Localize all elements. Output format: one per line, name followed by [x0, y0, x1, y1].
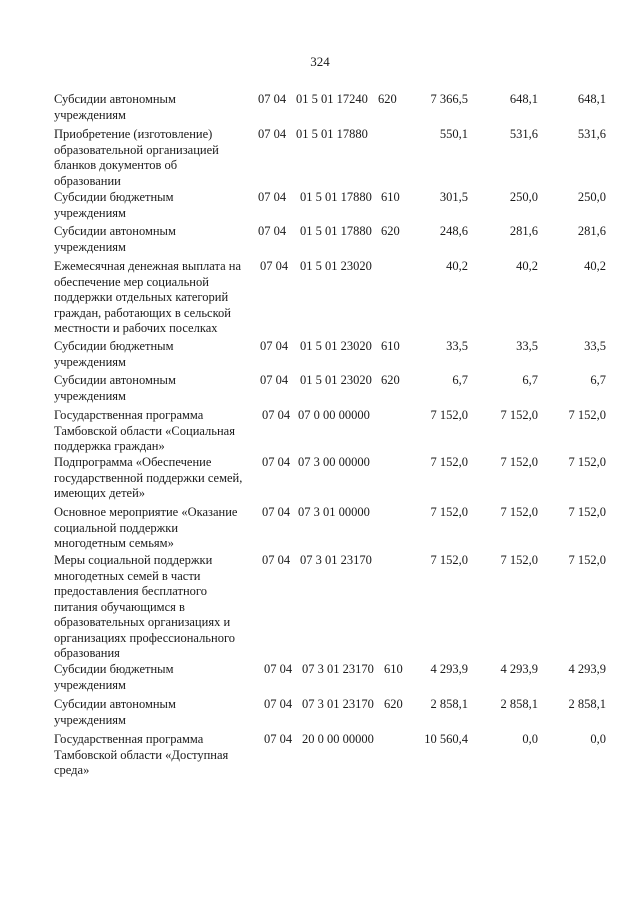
amount-v3: 7 152,0 — [568, 455, 606, 469]
row-name-line: учреждениям — [54, 388, 126, 403]
row-name-line: Субсидии автономным — [54, 697, 176, 711]
target-article-code: 01 5 01 17240 — [296, 92, 368, 106]
row-name — [54, 92, 254, 123]
section-code: 07 04 — [260, 373, 289, 387]
amount-v1: 550,1 — [439, 127, 468, 141]
expense-type-code: 610 — [381, 339, 400, 353]
target-article-code: 01 5 01 17880 — [300, 224, 372, 238]
amount-v1: 10 560,4 — [424, 732, 468, 746]
section-code: 07 04 — [258, 127, 287, 141]
row-name-line: имеющих детей» — [54, 486, 146, 500]
row-name-line: среда» — [54, 763, 90, 777]
amount-v2: 6,7 — [522, 373, 538, 387]
section-code: 07 04 — [258, 190, 287, 204]
target-article-code: 01 5 01 23020 — [300, 373, 372, 387]
amount-v3: 281,6 — [577, 224, 606, 238]
row-name — [54, 373, 254, 404]
row-name-line: учреждениям — [54, 677, 126, 692]
section-code: 07 04 — [264, 697, 293, 711]
row-name-line: многодетным семьям» — [54, 536, 174, 550]
section-code: 07 04 — [262, 408, 291, 422]
row-name — [54, 408, 254, 455]
row-name-line: образовательных организациях и — [54, 615, 231, 629]
section-code: 07 04 — [264, 662, 293, 676]
row-name — [54, 339, 254, 370]
row-name-line: учреждениям — [54, 712, 126, 727]
amount-v3: 2 858,1 — [568, 697, 606, 711]
row-name — [54, 662, 254, 693]
target-article-code: 01 5 01 23020 — [300, 339, 372, 353]
section-code: 07 04 — [262, 505, 291, 519]
amount-v2: 250,0 — [509, 190, 538, 204]
row-name — [54, 455, 254, 502]
amount-v2: 531,6 — [509, 127, 538, 141]
amount-v2: 7 152,0 — [500, 455, 538, 469]
amount-v3: 648,1 — [577, 92, 606, 106]
amount-v3: 531,6 — [577, 127, 606, 141]
amount-v1: 7 152,0 — [430, 553, 468, 567]
row-name — [54, 259, 254, 337]
row-name-line: поддержка граждан» — [54, 439, 165, 453]
section-code: 07 04 — [258, 224, 287, 238]
row-name-line: Субсидии автономным — [54, 373, 176, 387]
amount-v2: 7 152,0 — [500, 505, 538, 519]
section-code: 07 04 — [262, 455, 291, 469]
row-name-line: учреждениям — [54, 107, 126, 122]
row-name-line: питания обучающимся в — [54, 599, 185, 614]
amount-v3: 40,2 — [584, 259, 606, 273]
amount-v2: 33,5 — [516, 339, 538, 353]
amount-v2: 2 858,1 — [500, 697, 538, 711]
expense-type-code: 620 — [378, 92, 397, 106]
row-name-line: учреждениям — [54, 239, 126, 254]
row-name-line: Подпрограмма «Обеспечение — [54, 455, 212, 469]
row-name-line: граждан, работающих в сельской — [54, 305, 231, 320]
row-name-line: Меры социальной поддержки — [54, 553, 213, 567]
amount-v3: 6,7 — [590, 373, 606, 387]
amount-v3: 250,0 — [577, 190, 606, 204]
row-name-line: Приобретение (изготовление) — [54, 127, 213, 141]
row-name-line: Государственная программа — [54, 732, 204, 746]
row-name-line: учреждениям — [54, 354, 126, 369]
row-name — [54, 553, 254, 662]
section-code: 07 04 — [258, 92, 287, 106]
amount-v1: 7 152,0 — [430, 505, 468, 519]
row-name-line: Основное мероприятие «Оказание — [54, 505, 238, 519]
section-code: 07 04 — [264, 732, 293, 746]
row-name-line: поддержки отдельных категорий — [54, 290, 229, 304]
amount-v3: 7 152,0 — [568, 553, 606, 567]
amount-v2: 40,2 — [516, 259, 538, 273]
expense-type-code: 610 — [384, 662, 403, 676]
row-name-line: образовании — [54, 173, 121, 188]
row-name — [54, 190, 254, 221]
target-article-code: 01 5 01 17880 — [296, 127, 368, 141]
target-article-code: 07 3 01 00000 — [298, 505, 370, 519]
row-name-line: бланков документов об — [54, 158, 178, 172]
row-name — [54, 224, 254, 255]
amount-v1: 7 366,5 — [430, 92, 468, 106]
target-article-code: 07 3 01 23170 — [300, 553, 372, 567]
expense-type-code: 620 — [384, 697, 403, 711]
expense-type-code: 610 — [381, 190, 400, 204]
target-article-code: 07 3 01 23170 — [302, 697, 374, 711]
amount-v1: 7 152,0 — [430, 455, 468, 469]
amount-v1: 6,7 — [452, 373, 468, 387]
row-name-line: Тамбовской области «Доступная — [54, 747, 229, 762]
row-name-line: местности и рабочих поселках — [54, 321, 218, 335]
amount-v1: 4 293,9 — [430, 662, 468, 676]
row-name-line: Субсидии автономным — [54, 92, 176, 106]
row-name-line: предоставления бесплатного — [54, 584, 207, 598]
row-name-line: Ежемесячная денежная выплата на — [54, 259, 241, 273]
row-name-line: Тамбовской области «Социальная — [54, 423, 235, 438]
expense-type-code: 620 — [381, 224, 400, 238]
amount-v1: 40,2 — [446, 259, 468, 273]
row-name — [54, 505, 254, 552]
row-name-line: образования — [54, 646, 120, 660]
expense-type-code: 620 — [381, 373, 400, 387]
row-name-line: Субсидии автономным — [54, 224, 176, 238]
target-article-code: 07 0 00 00000 — [298, 408, 370, 422]
row-name-line: государственной поддержки семей, — [54, 470, 243, 485]
amount-v2: 7 152,0 — [500, 553, 538, 567]
amount-v3: 33,5 — [584, 339, 606, 353]
amount-v1: 7 152,0 — [430, 408, 468, 422]
page-number: 324 — [310, 54, 330, 69]
amount-v2: 281,6 — [509, 224, 538, 238]
row-name-line: многодетных семей в части — [54, 568, 201, 583]
amount-v2: 648,1 — [509, 92, 538, 106]
row-name-line: обеспечение мер социальной — [54, 274, 209, 289]
row-name-line: учреждениям — [54, 205, 126, 220]
section-code: 07 04 — [260, 259, 289, 273]
amount-v2: 4 293,9 — [500, 662, 538, 676]
row-name-line: Государственная программа — [54, 408, 204, 422]
amount-v2: 0,0 — [522, 732, 538, 746]
target-article-code: 01 5 01 23020 — [300, 259, 372, 273]
amount-v3: 0,0 — [590, 732, 606, 746]
section-code: 07 04 — [262, 553, 291, 567]
amount-v1: 2 858,1 — [430, 697, 468, 711]
target-article-code: 07 3 01 23170 — [302, 662, 374, 676]
row-name-line: социальной поддержки — [54, 520, 179, 535]
amount-v1: 248,6 — [439, 224, 468, 238]
row-name-line: образовательной организацией — [54, 142, 219, 157]
amount-v3: 7 152,0 — [568, 408, 606, 422]
section-code: 07 04 — [260, 339, 289, 353]
row-name-line: Субсидии бюджетным — [54, 190, 174, 204]
row-name — [54, 732, 254, 779]
amount-v3: 7 152,0 — [568, 505, 606, 519]
target-article-code: 07 3 00 00000 — [298, 455, 370, 469]
row-name-line: Субсидии бюджетным — [54, 339, 174, 353]
amount-v1: 301,5 — [439, 190, 468, 204]
target-article-code: 01 5 01 17880 — [300, 190, 372, 204]
amount-v3: 4 293,9 — [568, 662, 606, 676]
row-name-line: организациях профессионального — [54, 630, 236, 645]
row-name — [54, 697, 254, 728]
amount-v2: 7 152,0 — [500, 408, 538, 422]
target-article-code: 20 0 00 00000 — [302, 732, 374, 746]
amount-v1: 33,5 — [446, 339, 468, 353]
row-name — [54, 127, 254, 189]
row-name-line: Субсидии бюджетным — [54, 662, 174, 676]
